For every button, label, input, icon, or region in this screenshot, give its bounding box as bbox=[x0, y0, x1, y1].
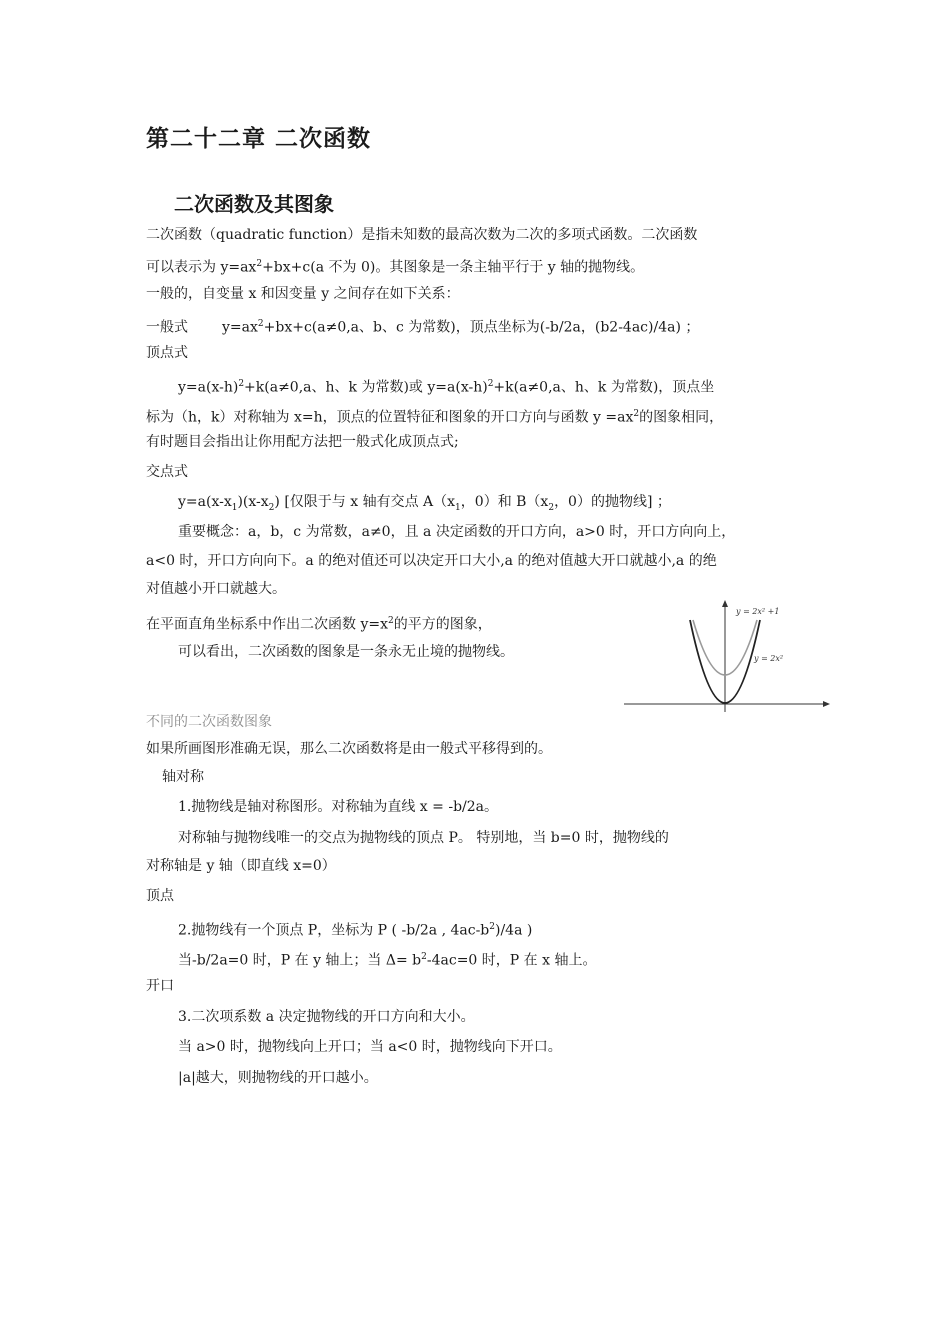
section-title: 二次函数及其图象 bbox=[174, 192, 334, 216]
paragraph-line: 对称轴是 y 轴（即直线 x=0） bbox=[146, 858, 336, 874]
paragraph-line: 可以看出，二次函数的图象是一条永无止境的抛物线。 bbox=[178, 644, 514, 660]
y-axis-arrow bbox=[722, 600, 728, 607]
paragraph-line: |a|越大，则抛物线的开口越小。 bbox=[178, 1070, 378, 1086]
subheading-opening: 开口 bbox=[146, 978, 174, 994]
paragraph-line: 重要概念：a，b，c 为常数，a≠0，且 a 决定函数的开口方向，a>0 时，开口方向向上， bbox=[178, 524, 736, 540]
paragraph-line: a<0 时，开口方向向下。a 的绝对值还可以决定开口大小,a 的绝对值越大开口就越小,a 的绝 bbox=[146, 553, 717, 569]
intercept-form-line: $y=a(x-x_1)(x-x_2)$ [仅限于与 x 轴有交点 $A(x_1$，0）和 $B(x_2$，0）的抛物线] ； bbox=[178, 494, 671, 513]
paragraph-line: 二次函数（quadratic function）是指未知数的最高次数为二次的多项式函数。二次函数 bbox=[146, 227, 698, 243]
parabola-figure bbox=[624, 600, 830, 712]
intercept-form-label: 交点式 bbox=[146, 464, 188, 480]
paragraph-line: 可以表示为 $y=ax^2+bx+c(a$ 不为 0)。其图象是一条主轴平行于 y 轴的抛物线。 bbox=[146, 259, 645, 276]
subheading-vertex: 顶点 bbox=[146, 888, 174, 904]
paragraph-line: 当-b/2a=0 时，P 在 y 轴上；当 $\Delta= b^2-4ac=0$ 时，P 在 x 轴上。 bbox=[178, 952, 597, 969]
paragraph-line: 对值越小开口就越大。 bbox=[146, 581, 286, 597]
paragraph-line: 3.二次项系数 a 决定抛物线的开口方向和大小。 bbox=[178, 1009, 475, 1025]
vertex-form-label: 顶点式 bbox=[146, 345, 188, 361]
paragraph-line: 在平面直角坐标系中作出二次函数 $y=x^2$的平方的图象， bbox=[146, 616, 492, 633]
paragraph-line: 有时题目会指出让你用配方法把一般式化成顶点式; bbox=[146, 434, 459, 450]
general-form-line: 一般式 $y=ax^2+bx+c(a\ne 0,a$、b、c 为常数)，顶点坐标为(-b/2a，(b2-4ac)/4a) ； bbox=[146, 319, 700, 336]
paragraph-line: 1.抛物线是轴对称图形。对称轴为直线 x = -b/2a。 bbox=[178, 799, 498, 815]
paragraph-line: 如果所画图形准确无误，那么二次函数将是由一般式平移得到的。 bbox=[146, 741, 552, 757]
figure-caption: 不同的二次函数图象 bbox=[146, 714, 272, 730]
paragraph-line: 对称轴与抛物线唯一的交点为抛物线的顶点 P。 特别地，当 b=0 时，抛物线的 bbox=[178, 830, 669, 846]
chapter-title: 第二十二章 二次函数 bbox=[146, 126, 372, 152]
paragraph-line: 当 a>0 时，抛物线向上开口；当 a<0 时，抛物线向下开口。 bbox=[178, 1039, 562, 1055]
paragraph-line: 一般的，自变量 x 和因变量 y 之间存在如下关系： bbox=[146, 286, 460, 302]
x-axis-arrow bbox=[823, 701, 830, 707]
vertex-form-line: $y=a(x-h)^2+k(a\ne 0,a$、h、k 为常数)或 $y=a(x-h)^2+k(a\ne 0,a$、h、k 为常数)，顶点坐 bbox=[178, 379, 715, 396]
figure-label-lower: y = 2x² bbox=[754, 654, 784, 663]
figure-label-upper: y = 2x² +1 bbox=[736, 607, 780, 616]
subheading-axis-symmetry: 轴对称 bbox=[162, 769, 204, 785]
paragraph-line: 标为（h，k）对称轴为 x=h，顶点的位置特征和图象的开口方向与函数 $y =ax^2$的图象相同， bbox=[146, 409, 724, 426]
paragraph-line: 2.抛物线有一个顶点 P，坐标为 P ( -b/2a , $4ac-b^2)/4a$ ) bbox=[178, 922, 533, 939]
